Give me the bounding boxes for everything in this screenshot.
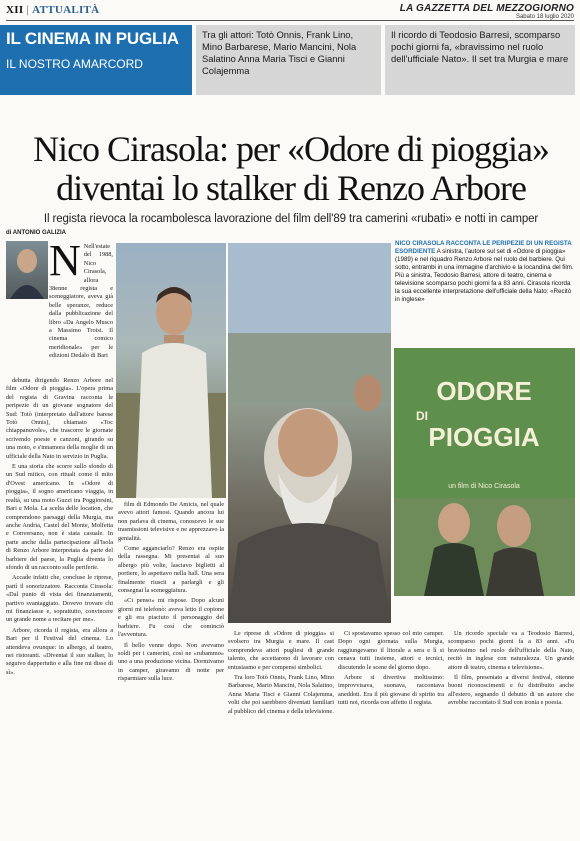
paragraph: Un ricordo speciale va a Teodosio Barresi, scomparso pochi giorni fa a 83 anni. «Fu bravissimo nel ruolo dell'ufficiale della Nato, recitò in inglese con naturalezza. Un grande attore di teatro, cinema e televisione». bbox=[448, 630, 574, 671]
photo-caption bbox=[395, 240, 575, 304]
film-poster bbox=[394, 348, 575, 596]
paragraph: Le riprese di «Odore di pioggia» si svolsero tra Murgia e mare. Il cast comprendeva attori pugliesi di grande talento, che accettarono di lavorare con entusiasmo e per compensi simbolici. bbox=[228, 630, 334, 671]
section-name: ATTUALITÀ bbox=[32, 4, 100, 16]
promo-cast: Tra gli attori: Totò Onnis, Frank Lino, Mino Barbarese, Mario Mancini, Nola Salatino Anna Maria Tisci e Gianni Colajemma bbox=[196, 25, 381, 95]
paragraph: Il bello venne dopo. Non avevamo soldi per i camerini, così ne «rubammo» uno a una produzione vicina. Dormivamo in camper, giravamo di notte per risparmiare sulla luce. bbox=[118, 641, 224, 683]
issue-date: Sabato 18 luglio 2020 bbox=[515, 14, 574, 20]
kicker-box bbox=[0, 25, 192, 95]
body-column-4 bbox=[338, 630, 444, 832]
paragraph: Come agganciarlo? Renzo era ospite della rassegna. Mi presentai al suo albergo più volte, lasciavo biglietti al portiere, lo aspettavo nella hall. Una sera finalmente riuscii a parlargli e gli consegnai la sceneggiatura. bbox=[118, 545, 224, 595]
paragraph: Tra loro Totò Onnis, Frank Lino, Mino Barbarese, Mario Mancini, Nola Salatino, Anna Maria Tisci e Gianni Colajemma, volti che poi sarebbero diventati familiari al pubblico del cinema e della televisione. bbox=[228, 674, 334, 715]
paragraph: film di Edmondo De Amicis, nel quale avevo attori famosi. Quando ancora lui non parlava di cinema, conoscevo le sue trasmissioni televisive e ne apprezzavo la genialità. bbox=[118, 501, 224, 542]
director-figure bbox=[116, 243, 226, 498]
body-column-3 bbox=[228, 630, 334, 832]
body-column-1 bbox=[6, 377, 113, 832]
paragraph: Ci spostavamo spesso col mio camper. Dopo ogni giornata sulla Murgia, raggiungevamo il litorale a sera e lì si cenava tutti insieme, attori e tecnici, discutendo le scene del giorno dopo. bbox=[338, 630, 444, 671]
poster-title-line1: ODORE bbox=[436, 376, 532, 406]
intro-paragraph: N Nell'estate del 1988, Nico Cirasola, allora 38enne regista e sceneggiatore, aveva già belle speranze, reduce dalla pubblicazione del libro «Da Angelo Musco a Massimo Troisi. Il cinema comico meridionale» per le edizioni Dedalo di Bari bbox=[49, 243, 113, 360]
kicker-subtitle: IL NOSTRO AMARCORD bbox=[6, 57, 143, 71]
promo-barresi: Il ricordo di Teodosio Barresi, scomparso pochi giorni fa, «bravissimo nel ruolo dell'ufficiale Nato». Il set tra Murgia e mare bbox=[385, 25, 575, 95]
headline: Nico Cirasola: per «Odore di pioggia» diventai lo stalker di Renzo Arbore bbox=[33, 129, 549, 208]
set-photo bbox=[228, 243, 391, 623]
paragraph: E una storia che scorre sullo sfondo di un Sud mitico, con rituali come il mito d'Ovest americano. In «Odore di pioggia», il sogno americano viaggia, in realtà, su una moto Guzzi tra Poggiorsini, Bari e Mola. La scelta delle location, che comprendono paesaggi della Murgia, ma anche Andria, Castel del Monte, Molfetta e Conversano, non è stata casuale. In parte anche dalla partecipazione all'Isola di Renzo Arbore interpretata da parte del barbiere del paese, la Puglia diventa lo sfondo di un racconto sulle periferie. bbox=[6, 463, 113, 571]
set-photo-figures bbox=[228, 243, 391, 623]
intro-column bbox=[49, 243, 113, 363]
paper-name: LA GAZZETTA DEL MEZZOGIORNO bbox=[399, 3, 574, 14]
director-photo bbox=[116, 243, 226, 498]
paragraph: Arbore, ricorda il regista, era allora a Bari per il Festival del cinema. Lo attendeva ovunque: in albergo, al teatro, nei ristoranti. «Diventai il suo stalker, lo seguivo dappertutto e alla fine mi disse di sì». bbox=[6, 626, 113, 676]
paragraph: «Ci penso» mi rispose. Dopo alcuni giorni mi telefonò: aveva letto il copione e gli era piaciuto il personaggio del barbiere. Fu così che cominciò l'avventura. bbox=[118, 597, 224, 639]
portrait-figure bbox=[6, 241, 48, 299]
subheadline: Il regista rievoca la rocambolesca lavorazione del film dell'89 tra camerini «rubati» e notti in camper bbox=[43, 213, 539, 225]
section-header: XII | ATTUALITÀ bbox=[6, 4, 100, 16]
header-rule bbox=[6, 20, 574, 21]
poster-title-line3: PIOGGIA bbox=[428, 422, 540, 452]
page-number: XII bbox=[6, 4, 24, 16]
paragraph: Accade infatti che, concluse le riprese, partì il sonorizzatore. Racconta Cirasola: «Dal punto di vista dei finanziamenti, partivo svantaggiato. Dovevo trovare chi mi finanziasse e, soprattutto, convincere un grande nome a recitare per me». bbox=[6, 574, 113, 624]
poster-art bbox=[394, 348, 575, 596]
drop-cap: N bbox=[49, 243, 81, 285]
body-column-5 bbox=[448, 630, 574, 832]
paragraph: debutta dirigendo Renzo Arbore nel film «Odore di pioggia». L'opera prima del regista di Gravina racconta le peripezie di un giovane sognatore del Sud: Totò (interpretato dall'attore barese Totò Onnis), chiamato «Toc chiappanuvole», che trascorre le giornate scrivendo poesie e canzoni, girando su una moto, e s'innamora della moglie di un ufficiale della Nato in servizio in Puglia. bbox=[6, 377, 113, 460]
masthead bbox=[400, 3, 574, 20]
body-column-2 bbox=[118, 501, 224, 832]
poster-credit: un film di Nico Cirasola bbox=[448, 483, 520, 490]
caption-text: A sinistra, l'autore sul set di «Odore di pioggia» (1989) e nel riquadro Renzo Arbore nel ruolo del barbiere. Qui sotto, entrambi in una immagine d'archivio e la locandina del film. Più a sinistra, Teodosio Barresi, attore di teatro, cinema e televisione scomparso pochi giorni fa a 83 anni. Cirasola ricorda la sua eccellente interpretazione dell'ufficiale della Nato: «Recitò in inglese» bbox=[395, 248, 574, 303]
byline: di ANTONIO GALIZIA bbox=[6, 230, 66, 236]
paragraph: Il film, presentato a diversi festival, ottenne buoni riconoscimenti e fu distribuito anche all'estero, segnando il debutto di un autore che avrebbe raccontato il Sud con ironia e poesia. bbox=[448, 674, 574, 707]
portrait-photo bbox=[6, 241, 48, 299]
paragraph: Arbore si divertiva moltissimo: improvvisava, suonava, raccontava aneddoti. Era il più giovane di spirito tra tutti noi, ricorda con affetto il regista. bbox=[338, 674, 444, 707]
kicker-title: IL CINEMA IN PUGLIA bbox=[6, 29, 179, 48]
caption-kicker: NICO CIRASOLA RACCONTA LE PERIPEZIE DI UN REGISTA ESORDIENTE bbox=[395, 240, 572, 255]
poster-title-line2: DI bbox=[416, 409, 428, 423]
